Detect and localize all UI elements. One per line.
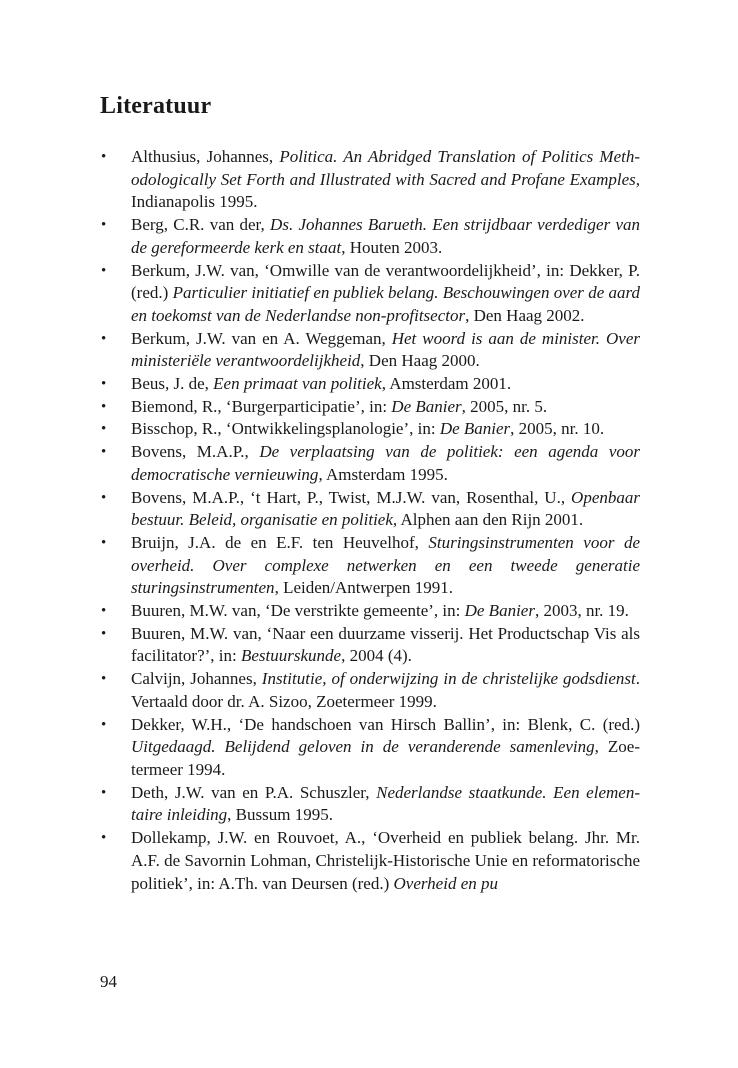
bullet-icon: • (101, 217, 107, 234)
bibliography-entry (100, 782, 640, 827)
text-segment: , Bussum 1995. (227, 805, 333, 825)
entry-text (131, 419, 604, 438)
text-segment: Buuren, M.W. van, ‘De verstrikte gemeente’, in: (131, 601, 465, 621)
entry-text (131, 374, 511, 393)
bibliography-entry (100, 600, 640, 623)
bullet-icon: • (101, 671, 107, 688)
entry-text (131, 783, 640, 825)
text-segment: Bruijn, J.A. de en E.F. ten Heuvelhof, (131, 532, 429, 552)
bullet-icon: • (101, 603, 107, 620)
text-segment: Berkum, J.W. van en A. Weggeman, (131, 328, 392, 348)
bibliography-entry (100, 396, 640, 419)
bullet-icon: • (101, 784, 107, 801)
bullet-icon: • (101, 534, 107, 551)
text-segment: , Zoetermeer 1994. (131, 737, 640, 779)
entry-text (131, 261, 640, 325)
entry-text (131, 828, 640, 892)
text-segment: , Indianapolis 1995. (131, 169, 640, 212)
entry-text (131, 624, 640, 666)
text-segment: , Leiden/Antwerpen 1991. (274, 578, 454, 598)
bibliography-entry (100, 260, 640, 328)
bullet-icon: • (101, 330, 107, 347)
italic-title-segment: Openbaar bestuur. Beleid, organisatie en politiek (131, 487, 640, 530)
bibliography-entry (100, 373, 640, 396)
text-segment: Berkum, J.W. van, ‘Omwille van de verantwoordelijkheid’, in: Dekker, P. (red.) (131, 260, 640, 303)
text-segment: , Amsterdam 1995. (318, 464, 448, 484)
bibliography-entry (100, 827, 640, 895)
italic-title-segment: Particulier initiatief en publiek belang. Beschouwingen over de aard en toekomst van de Nederlandse non-profitsector (131, 283, 640, 325)
text-segment: Bovens, M.A.P., ‘t Hart, P., Twist, M.J.W. van, Rosenthal, U., (131, 487, 572, 507)
text-segment: Bovens, M.A.P., (131, 442, 260, 462)
bibliography-entry (100, 146, 640, 214)
bullet-icon: • (101, 830, 107, 847)
italic-title-segment: De Banier (464, 601, 535, 621)
bullet-icon: • (101, 398, 107, 415)
text-segment: , Amsterdam 2001. (381, 374, 512, 394)
bibliography-entry (100, 214, 640, 259)
bibliography-entry (100, 714, 640, 782)
bullet-icon: • (101, 625, 107, 642)
text-segment: Calvijn, Johannes, (131, 669, 262, 689)
italic-title-segment: Overheid en pu (393, 873, 498, 893)
text-segment: , Den Haag 2002. (465, 305, 585, 325)
bullet-icon: • (101, 262, 107, 279)
text-segment: Dekker, W.H., ‘De handschoen van Hirsch Ballin’, in: Blenk, C. (red.) (131, 714, 640, 734)
italic-title-segment: Politica. An Abridged Translation of Politics Methodologically Set Forth and Illustrated with Sacred and Profane Examples (131, 147, 641, 189)
italic-title-segment: Bestuurskunde (240, 646, 342, 666)
bibliography-entry (100, 623, 640, 668)
entry-text (131, 147, 640, 211)
bibliography-entry (100, 441, 640, 486)
italic-title-segment: Uitgedaagd. Belijdend geloven in de veranderende samenleving (131, 737, 595, 757)
text-segment: , 2004 (4). (341, 646, 412, 666)
bibliography-entry (100, 328, 640, 373)
entry-text (131, 442, 640, 484)
text-segment: Berg, C.R. van der, (131, 215, 271, 235)
entry-text (131, 329, 640, 371)
section-heading: Literatuur (100, 93, 212, 119)
text-segment: Buuren, M.W. van, ‘Naar een duurzame visserij. Het Productschap Vis als facilitator?’, in: (131, 623, 640, 666)
text-segment: , 2005, nr. 5. (461, 396, 548, 416)
bibliography-entry (100, 418, 640, 441)
bullet-icon: • (101, 421, 107, 438)
italic-title-segment: Sturingsinstrumenten voor de overheid. Over complexe netwerken en een tweede generatie sturingsinstrumenten (131, 532, 640, 598)
italic-title-segment: Een primaat van politiek (213, 374, 382, 394)
text-segment: , 2003, nr. 19. (534, 601, 629, 621)
entry-text (131, 397, 547, 416)
text-segment: Beus, J. de, (131, 374, 214, 394)
text-segment: , 2005, nr. 10. (510, 419, 605, 439)
italic-title-segment: De Banier (439, 419, 511, 439)
entry-text (131, 215, 640, 257)
text-segment: . Vertaald door dr. A. Sizoo, Zoetermeer 1999. (131, 669, 640, 711)
text-segment: Althusius, Johannes, (131, 147, 280, 166)
entry-text (131, 533, 640, 597)
bibliography-entry (100, 668, 640, 713)
bullet-icon: • (101, 716, 107, 733)
text-segment: , Den Haag 2000. (360, 351, 480, 371)
text-segment: Biemond, R., ‘Burgerparticipatie’, in: (131, 396, 392, 416)
text-segment: Deth, J.W. van en P.A. Schuszler, (131, 782, 377, 802)
italic-title-segment: De Banier (391, 396, 462, 416)
bullet-icon: • (101, 489, 107, 506)
page-number: 94 (100, 972, 117, 991)
bullet-icon: • (101, 376, 107, 393)
italic-title-segment: Ds. Johannes Barueth. Een strijdbaar verdediger van de gereformeerde kerk en staat (131, 215, 640, 257)
bullet-icon: • (101, 149, 107, 165)
italic-title-segment: De verplaatsing van de politiek: een agenda voor democratische vernieuwing (131, 442, 640, 484)
bibliography-entry (100, 532, 640, 600)
text-segment: , Alphen aan den Rijn 2001. (392, 510, 584, 530)
italic-title-segment: Institutie, of onderwijzing in de christelijke godsdienst (261, 669, 636, 689)
text-segment: , Houten 2003. (341, 237, 443, 257)
text-segment: Bisschop, R., ‘Ontwikkelingsplanologie’, in: (131, 419, 440, 439)
entry-text (131, 488, 640, 530)
italic-title-segment: Nederlandse staatkunde. Een elementaire inleiding (131, 782, 640, 825)
bullet-icon: • (101, 444, 107, 461)
bibliography-list (100, 146, 640, 895)
text-segment: Dollekamp, J.W. en Rouvoet, A., ‘Overheid en publiek belang. Jhr. Mr. A.F. de Savornin Lohman, Christelijk-Historische Unie en reformatorische politiek’, in: A.Th. van Deursen (red.) (131, 828, 640, 893)
entry-text (131, 715, 640, 779)
italic-title-segment: Het woord is aan de minister. Over ministeriële verantwoordelijkheid (131, 328, 640, 371)
entry-text (131, 669, 640, 711)
bibliography-entry (100, 487, 640, 532)
entry-text (131, 601, 629, 620)
